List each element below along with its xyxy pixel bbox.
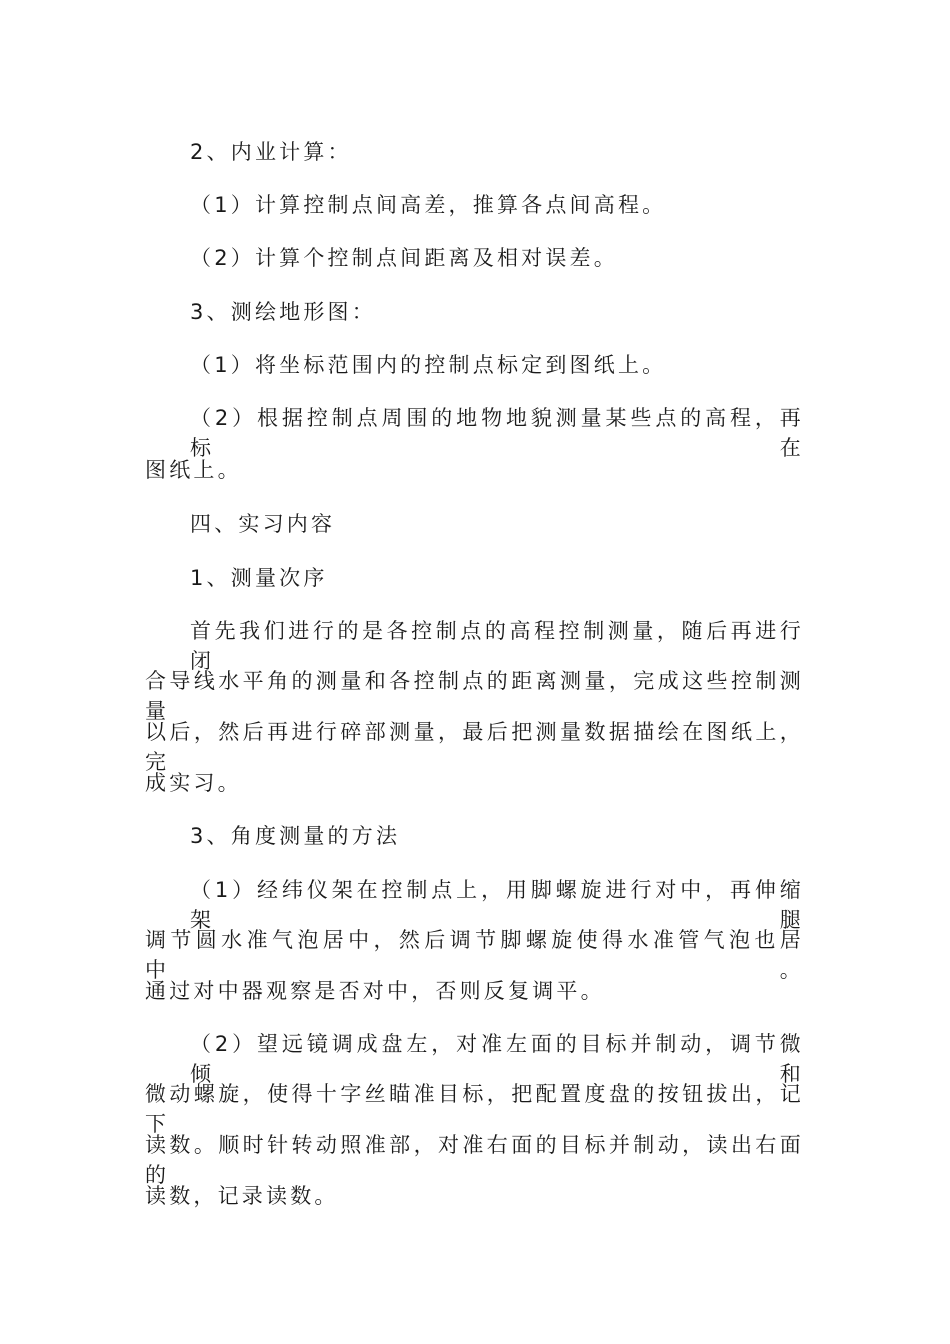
angle-item-1-line-1: （1）经纬仪架在控制点上，用脚螺旋进行对中，再伸缩架腿 bbox=[190, 878, 804, 932]
heading-internal-calculation: 2、内业计算： bbox=[190, 140, 352, 164]
order-paragraph-line-4: 成实习。 bbox=[145, 771, 242, 795]
order-paragraph-line-3: 以后，然后再进行碎部测量，最后把测量数据描绘在图纸上，完 bbox=[145, 720, 804, 774]
calc-item-2: （2）计算个控制点间距离及相对误差。 bbox=[190, 246, 618, 270]
angle-item-2-line-1: （2）望远镜调成盘左，对准左面的目标并制动，调节微倾和 bbox=[190, 1032, 804, 1086]
map-item-1: （1）将坐标范围内的控制点标定到图纸上。 bbox=[190, 353, 667, 377]
calc-item-1: （1）计算控制点间高差，推算各点间高程。 bbox=[190, 193, 667, 217]
angle-item-2-line-4: 读数，记录读数。 bbox=[145, 1184, 339, 1208]
map-item-2-line-1: （2）根据控制点周围的地物地貌测量某些点的高程，再标在 bbox=[190, 406, 804, 460]
order-paragraph-line-1: 首先我们进行的是各控制点的高程控制测量，随后再进行闭 bbox=[190, 619, 804, 673]
heading-measurement-order: 1、测量次序 bbox=[190, 566, 328, 590]
angle-item-1-line-2: 调节圆水准气泡居中，然后调节脚螺旋使得水准管气泡也居中。 bbox=[145, 928, 804, 982]
angle-item-1-line-3: 通过对中器观察是否对中，否则反复调平。 bbox=[145, 979, 605, 1003]
map-item-2-line-2: 图纸上。 bbox=[145, 458, 242, 482]
heading-angle-method: 3、角度测量的方法 bbox=[190, 824, 401, 848]
angle-item-2-line-3: 读数。顺时针转动照准部，对准右面的目标并制动，读出右面的 bbox=[145, 1133, 804, 1187]
heading-internship-content: 四、实习内容 bbox=[190, 512, 336, 536]
order-paragraph-line-2: 合导线水平角的测量和各控制点的距离测量，完成这些控制测量 bbox=[145, 669, 804, 723]
heading-topographic-map: 3、测绘地形图： bbox=[190, 300, 376, 324]
angle-item-2-line-2: 微动螺旋，使得十字丝瞄准目标，把配置度盘的按钮拔出，记下 bbox=[145, 1082, 804, 1136]
